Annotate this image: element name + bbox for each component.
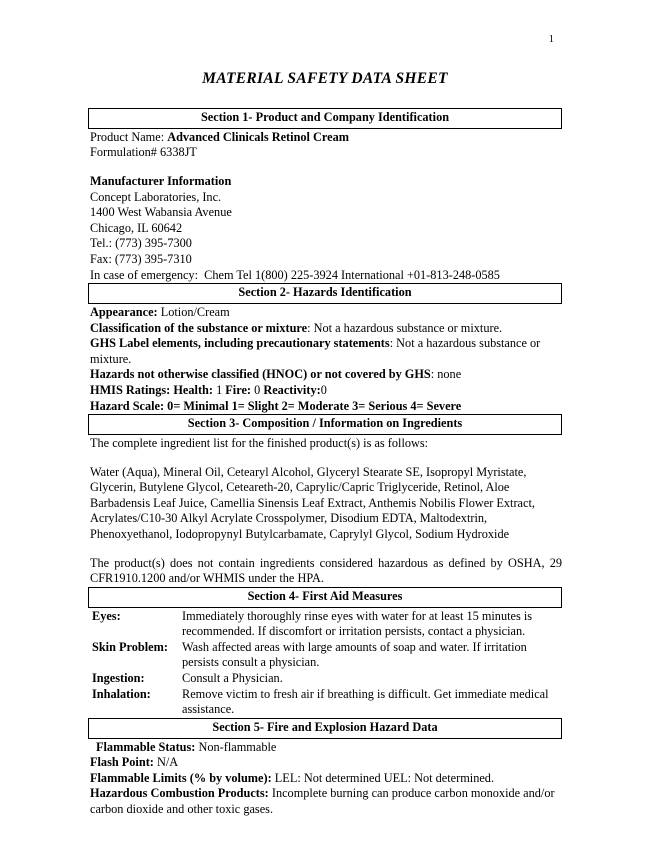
first-aid-label-eyes: Eyes: [92,608,121,623]
manufacturer-city: Chicago, IL 60642 [90,220,183,235]
hmis-line [90,383,562,399]
first-aid-text-skin: Wash affected areas with large amounts of soap and water. If irritation persists consult a physician. [182,639,527,670]
manufacturer-street: 1400 West Wabansia Avenue [90,205,232,220]
ghs-label: GHS Label elements, including precautionary statements [90,336,390,351]
manufacturer-heading: Manufacturer Information [90,173,232,188]
manufacturer-fax: Fax: (773) 395-7310 [90,252,192,266]
ingredients-intro: The complete ingredient list for the finished product(s) is as follows: [90,435,429,450]
section-5-header: Section 5- Fire and Explosion Hazard Data [88,718,562,739]
section-1-body [88,129,562,283]
page-title: MATERIAL SAFETY DATA SHEET [202,70,448,87]
first-aid-table [90,609,562,718]
page-number: 1 [548,34,554,45]
flash-point-value: N/A [156,755,179,770]
table-row [90,687,562,718]
hmis-label: HMIS Ratings: Health: [90,383,213,397]
manufacturer-telephone: Tel.: (773) 395-7300 [90,236,192,251]
formulation-line: Formulation# 6338JT [90,145,197,160]
table-row [90,640,562,671]
ghs-line [90,336,562,367]
classification-value: : Not a hazardous substance or mixture. [307,320,503,335]
hnoc-value: : none [430,367,462,382]
appearance-line [90,305,562,321]
flammable-status-line [90,740,562,756]
hazard-scale-line: Hazard Scale: 0= Minimal 1= Slight 2= Moderate 3= Serious 4= Severe [90,398,462,413]
document-body [88,108,562,818]
osha-note: The product(s) does not contain ingredients considered hazardous as defined by OSHA, 29 CFR1910.1200 and/or WHMIS under the HPA. [90,555,562,586]
hnoc-label: Hazards not otherwise classified (HNOC) or not covered by GHS [90,367,431,382]
first-aid-text-eyes: Immediately thoroughly rinse eyes with water for at least 15 minutes is recommended. If discomfort or irritation persists, contact a physician. [182,608,533,639]
first-aid-label-skin: Skin Problem: [92,639,168,654]
section-5-body [88,739,562,818]
hmis-fire-value: 0 [254,383,261,397]
first-aid-label-ingestion: Ingestion: [92,671,145,685]
section-3-body [88,435,562,587]
hmis-fire-label: Fire: [225,383,252,397]
table-row [90,609,562,640]
first-aid-label-inhalation: Inhalation: [92,686,151,701]
appearance-label: Appearance: [90,304,158,319]
section-1-header: Section 1- Product and Company Identification [88,108,562,129]
classification-line [90,321,562,337]
product-name-line [90,130,562,146]
emergency-line [90,268,562,284]
hmis-health-value: 1 [216,383,223,397]
flammable-limits-line [90,771,562,787]
section-3-header: Section 3- Composition / Information on Ingredients [88,414,562,435]
flammable-status-label: Flammable Status: [96,739,196,754]
ghs-value: : Not a hazardous substance or mixture. [90,336,541,366]
section-2-body [88,304,562,414]
appearance-value: Lotion/Cream [160,304,230,319]
hmis-reactivity-value: 0 [320,383,327,397]
combustion-label: Hazardous Combustion Products: [90,786,269,801]
section-2-header: Section 2- Hazards Identification [88,283,562,304]
product-name-label: Product Name: [90,129,165,144]
manufacturer-company: Concept Laboratories, Inc. [90,189,222,204]
combustion-line [90,786,562,817]
section-4-header: Section 4- First Aid Measures [88,587,562,608]
first-aid-text-ingestion: Consult a Physician. [182,671,283,685]
table-row [90,671,562,687]
classification-label: Classification of the substance or mixture [90,320,308,335]
hmis-reactivity-label: Reactivity: [263,383,321,397]
flash-point-label: Flash Point: [90,755,154,770]
emergency-label: In case of emergency: [90,267,198,282]
emergency-value: Chem Tel 1(800) 225-3924 International +01-813-248-0585 [204,267,500,282]
product-name-value: Advanced Clinicals Retinol Cream [167,129,350,144]
section-4-body [88,608,562,718]
flammable-limits-label: Flammable Limits (% by volume): [90,770,272,785]
flammable-limits-value: LEL: Not determined UEL: Not determined. [274,770,495,785]
combustion-value: Incomplete burning can produce carbon monoxide and/or carbon dioxide and other toxic gases. [90,786,555,816]
first-aid-text-inhalation: Remove victim to fresh air if breathing is difficult. Get immediate medical assistance. [182,686,549,717]
flammable-status-value: Non-flammable [198,739,277,754]
ingredients-list: Water (Aqua), Mineral Oil, Cetearyl Alcohol, Glyceryl Stearate SE, Isopropyl Myristate, Glycerin, Butylene Glycol, Ceteareth-20, Caprylic/Capric Triglyceride, Retinol, Aloe Barbadensis Leaf Juice, Camellia Sinensis Leaf Extract, Anthemis Nobilis Flower Extract, Acrylates/C10-30 Alkyl Acrylate Crosspolymer, Disodium EDTA, Maltodextrin, Phenoxyethanol, Iodopropynyl Butylcarbamate, Caprylyl Glycol, Sodium Hydroxide [90,464,535,541]
flash-point-line [90,755,562,771]
hnoc-line [90,367,562,383]
